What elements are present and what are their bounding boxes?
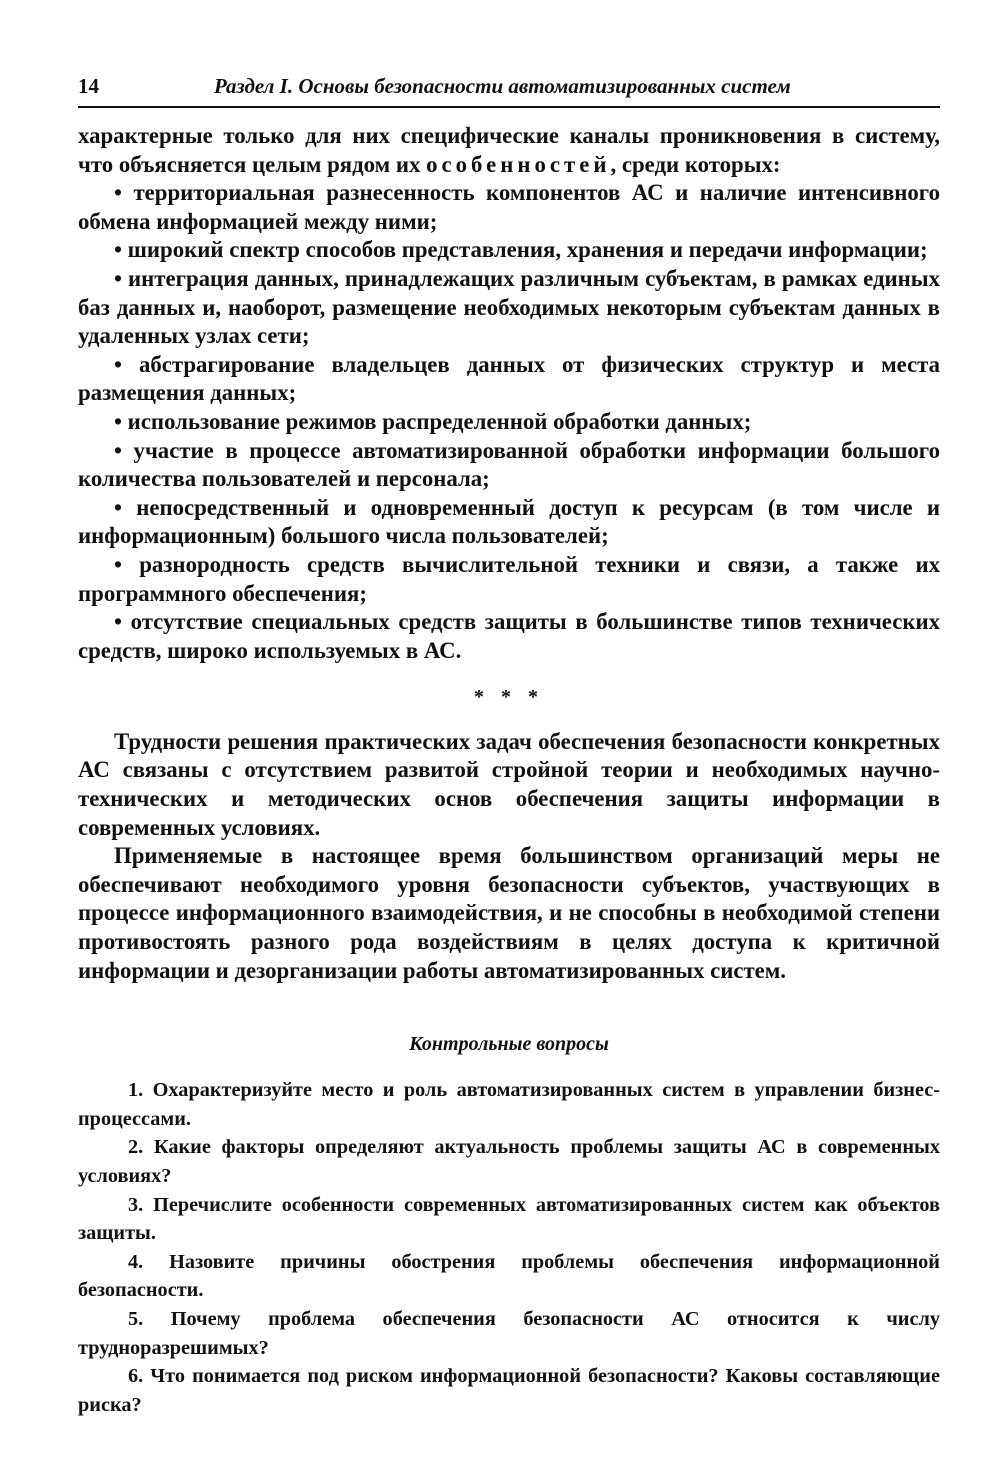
main-text xyxy=(78,122,940,985)
questions-heading: Контрольные вопросы xyxy=(409,1033,609,1056)
bullet-item: • использование режимов распределенной обработки данных; xyxy=(114,408,752,434)
body-paragraph: Трудности решения практических задач обеспечения безопасности конкретных АС связаны с отсутствием развитой стройной теории и необходимых научно-технических и методических основ обеспечения защиты информации в современных условиях. xyxy=(78,728,940,840)
questions-list xyxy=(78,1076,940,1419)
book-page xyxy=(78,66,940,1466)
intro-text-end: , среди которых: xyxy=(610,151,781,177)
running-header-title: Раздел I. Основы безопасности автоматизированных систем xyxy=(214,74,791,98)
question-item: 3. Перечислите особенности современных автоматизированных систем как объектов защиты. xyxy=(78,1193,940,1245)
question-item: 4. Назовите причины обострения проблемы обеспечения информационной безопасности. xyxy=(78,1250,940,1302)
bullet-item: • абстрагирование владельцев данных от физических структур и места размещения данных; xyxy=(78,351,940,406)
bullet-item: • участие в процессе автоматизированной обработки информации большого количества пользователей и персонала; xyxy=(78,437,940,492)
intro-spaced-word: особенностей xyxy=(426,151,611,177)
bullet-item: • разнородность средств вычислительной техники и связи, а также их программного обеспечения; xyxy=(78,551,940,606)
question-item: 5. Почему проблема обеспечения безопасности АС относится к числу трудноразрешимых? xyxy=(78,1307,940,1359)
section-separator: * * * xyxy=(474,686,544,709)
question-item: 1. Охарактеризуйте место и роль автоматизированных систем в управлении бизнес-процессами. xyxy=(78,1079,940,1130)
bullet-item: • широкий спектр способов представления, хранения и передачи информации; xyxy=(114,237,928,263)
bullet-item: • отсутствие специальных средств защиты в большинстве типов технических средств, широко используемых в АС. xyxy=(78,609,940,663)
page-number: 14 xyxy=(78,74,99,98)
bullet-item: • непосредственный и одновременный доступ к ресурсам (в том числе и информационным) большого числа пользователей; xyxy=(78,494,940,549)
bullet-item: • интеграция данных, принадлежащих различным субъектам, в рамках единых баз данных и, наоборот, размещение необходимых некоторым субъектам данных в удаленных узлах сети; xyxy=(78,265,940,349)
running-header xyxy=(78,66,940,108)
question-item: 6. Что понимается под риском информационной безопасности? Каковы составляющие риска? xyxy=(78,1365,940,1416)
intro-text-start: характерные только для них специфические каналы проникновения в систему, что объясняется целым рядом их xyxy=(78,123,940,177)
question-item: 2. Какие факторы определяют актуальность проблемы защиты АС в современных условиях? xyxy=(78,1136,940,1187)
body-paragraph: Применяемые в настоящее время большинством организаций меры не обеспечивают необходимого уровня безопасности субъектов, участвующих в процессе информационного взаимодействия, и не способны в необходимой степени противостоять разного рода воздействиям в целях доступа к критичной информации и дезорганизации работы автоматизированных систем. xyxy=(78,843,940,983)
intro-paragraph xyxy=(78,122,940,179)
bullet-item: • территориальная разнесенность компонентов АС и наличие интенсивного обмена информацией между ними; xyxy=(78,180,940,234)
